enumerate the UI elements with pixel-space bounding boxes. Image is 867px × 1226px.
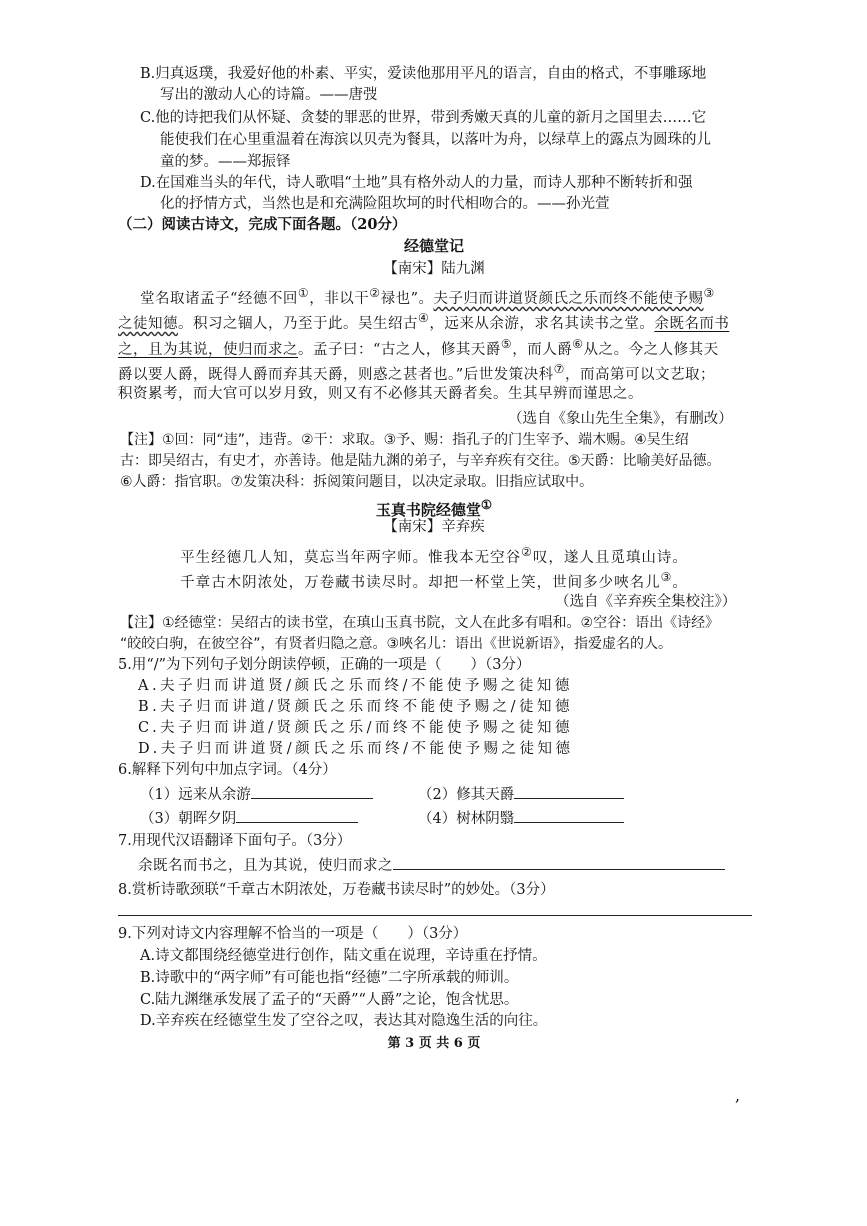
passage1-line4: 爵以要人爵，既得人爵而弃其天爵，则惑之甚者也。”后世发策决科⑦，而高第可以文艺取； — [118, 362, 715, 383]
answer-line[interactable] — [118, 915, 752, 916]
passage2-title: 玉真书院经德堂① — [375, 497, 493, 519]
passage1-line5: 积资累考，而大官可以岁月致，则又有不必修其天爵者矣。生其早辨而谨思之。 — [118, 386, 643, 402]
question5-option-a: A.夫子归而讲道贤/颜氏之乐而终/不能使予赐之徒知德 — [138, 678, 573, 694]
option-c-line2: 能使我们在心里重温着在海滨以贝壳为餐具，以落叶为舟，以绿草上的露点为圆珠的儿 — [160, 132, 711, 148]
stray-mark: , — [735, 1086, 741, 1105]
question6-item4: （4）树林阴翳 — [418, 808, 624, 830]
answer-blank[interactable] — [236, 808, 358, 823]
passage2-author: 【南宋】辛弃疾 — [383, 519, 485, 535]
question8-stem: 8.赏析诗歌颈联“千章古木阴浓处，万卷藏书读尽时”的妙处。（3分） — [118, 882, 555, 898]
question5-stem: 5.用“/”为下列句子划分朗读停顿，正确的一项是（ ）（3分） — [118, 657, 531, 673]
passage1-title: 经德堂记 — [403, 237, 464, 255]
poem-line2: 千章古木阴浓处，万卷藏书读尽时。却把一杯堂上笑，世间多少唊名儿③。 — [180, 570, 688, 591]
passage1-line2: 之徒知德。积习之锢人，乃至于此。吴生绍古④，远来从余游，求名其读书之堂。余既名而书 — [118, 311, 730, 332]
poem-line1: 平生经德几人知，莫忘当年两字师。惟我本无空谷②叹，遂人且觅瑱山诗。 — [180, 545, 688, 566]
page-footer: 第 3 页 共 6 页 — [387, 1036, 481, 1051]
question6-item1: （1）远来从余游 — [140, 784, 373, 806]
passage1-line3: 之，且为其说，使归而求之。孟子曰：“古之人，修其天爵⑤，而人爵⑥从之。今之人修其天 — [118, 337, 719, 358]
question5-option-d: D.夫子归而讲道贤/颜氏之乐而终/不能使予赐之徒知德 — [138, 741, 574, 757]
option-b-line1: B.归真返璞，我爱好他的朴素、平实，爱读他那用平凡的语言，自由的格式，不事雕琢地 — [140, 66, 707, 82]
section-heading: （二）阅读古诗文，完成下面各题。（20分） — [118, 216, 407, 233]
option-b-line2: 写出的激动人心的诗篇。——唐弢 — [160, 87, 378, 103]
option-d-line1: D.在国难当头的年代，诗人歌唱“土地”具有格外动人的力量，而诗人那种不断转折和强 — [140, 175, 693, 191]
question5-option-b: B.夫子归而讲道/贤颜氏之乐而终不能使予赐之/徒知德 — [138, 699, 574, 715]
question9-option-b: B.诗歌中的“两字师”有可能也指“经德”二字所承载的师训。 — [140, 970, 519, 986]
passage2-note-line1: 【注】①经德堂：吴绍古的读书堂，在瑱山玉真书院，文人在此多有唱和。②空谷：语出《诗经》 — [120, 615, 720, 631]
answer-blank[interactable] — [393, 855, 725, 870]
answer-blank[interactable] — [251, 784, 373, 799]
question7-sentence: 余既名而书之，且为其说，使归而求之 — [138, 855, 725, 877]
question6-item3: （3）朝晖夕阴 — [140, 808, 358, 830]
answer-blank[interactable] — [514, 808, 624, 823]
passage1-note-line1: 【注】①回：同“违”，违背。②干：求取。③予、赐：指孔子的门生宰予、端木赐。④吴生绍 — [120, 432, 689, 448]
passage1-line1: 堂名取诸孟子“经德不回①，非以干②禄也”。夫子归而讲道贤颜氏之乐而终不能使予赐③ — [140, 286, 715, 307]
passage2-source: （选自《辛弃疾全集校注》） — [555, 594, 737, 610]
passage1-author: 【南宋】陆九渊 — [383, 261, 485, 277]
question9-option-d: D.辛弃疾在经德堂生发了空谷之叹，表达其对隐逸生活的向往。 — [140, 1013, 548, 1029]
option-c-line3: 童的梦。——郑振铎 — [160, 154, 291, 170]
option-c-line1: C.他的诗把我们从怀疑、贪婪的罪恶的世界，带到秀嫩天真的儿童的新月之国里去……它 — [140, 110, 707, 126]
passage1-note-line3: ⑥人爵：指官职。⑦发策决科：拆阅策问题目，以决定录取。旧指应试取中。 — [120, 474, 594, 490]
question9-option-c: C.陆九渊继承发展了孟子的“天爵”“人爵”之论，饱含忧思。 — [140, 992, 519, 1008]
answer-blank[interactable] — [514, 784, 624, 799]
question6-item2: （2）修其天爵 — [418, 784, 624, 806]
passage1-note-line2: 古：即吴绍古，有史才，亦善诗。他是陆九渊的弟子，与辛弃疾有交往。⑤天爵：比喻美好品德。 — [120, 453, 721, 469]
option-d-line2: 化的抒情方式，当然也是和充满险阻坎坷的时代相吻合的。——孙光萱 — [160, 196, 610, 212]
passage2-note-line2: “皎皎白驹，在彼空谷”，有贤者归隐之意。③唊名儿：语出《世说新语》，指爱虚名的人。 — [120, 636, 673, 652]
question9-option-a: A.诗文都围绕经德堂进行创作，陆文重在说理，辛诗重在抒情。 — [140, 948, 547, 964]
question5-option-c: C.夫子归而讲道/贤颜氏之乐/而终不能使予赐之徒知德 — [138, 720, 573, 736]
question9-stem: 9.下列对诗文内容理解不恰当的一项是（ ）（3分） — [118, 926, 468, 942]
question6-stem: 6.解释下列句中加点字词。（4分） — [118, 762, 337, 778]
underline-sentence: 余既名而书 — [654, 315, 730, 332]
question7-stem: 7.用现代汉语翻译下面句子。（3分） — [118, 833, 352, 849]
wavy-underline-sentence: 夫子归而讲道贤颜氏之乐而终不能使予赐 — [433, 290, 704, 307]
passage1-source: （选自《象山先生全集》，有删改） — [508, 411, 733, 427]
